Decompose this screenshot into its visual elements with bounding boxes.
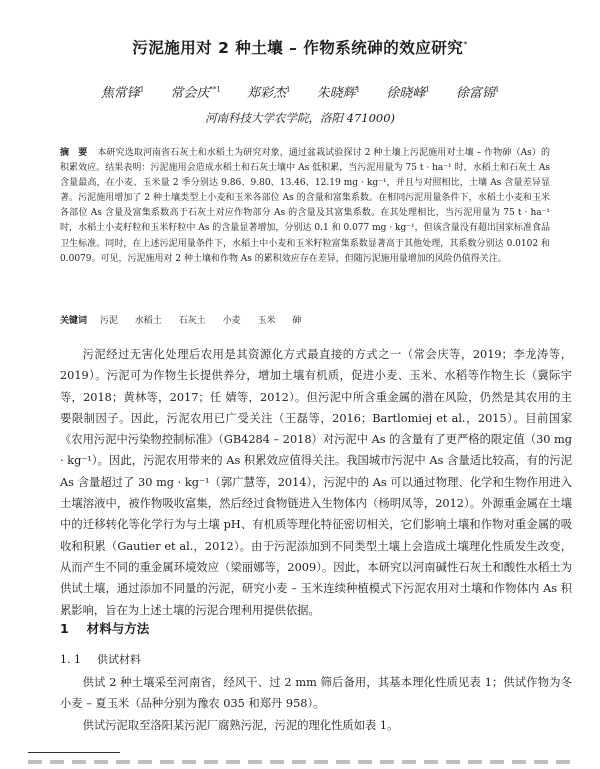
author: 郑彩杰$^1$	[246, 85, 291, 101]
author: 焦常锋$^1$	[100, 85, 145, 101]
subsection-title: 供试材料	[97, 653, 141, 666]
methods-text	[60, 672, 572, 736]
keywords	[60, 314, 550, 329]
abstract	[60, 146, 550, 267]
abstract-label: 摘 要	[60, 148, 88, 158]
keyword: 水稻土	[134, 316, 162, 326]
author: 徐晓峰$^1$	[386, 85, 430, 101]
footnote-cut-text	[28, 760, 572, 764]
paper-title	[0, 36, 600, 58]
author: 朱晓辉$^1$	[316, 85, 361, 101]
methods-paragraph: 供试污泥取至洛阳某污泥厂腐熟污泥，污泥的理化性质如表 1。	[82, 718, 399, 732]
affiliation: 河南科技大学农学院，洛阳 471000)	[204, 111, 396, 125]
section-heading	[60, 619, 149, 637]
keyword: 石灰土	[178, 316, 206, 326]
subsection-heading	[60, 651, 141, 667]
methods-paragraph: 供试 2 种土壤采至河南省，经风干、过 2 mm 筛后备用，其基本理化性质见表 1；供试作物为冬小麦 – 夏玉米（品种分别为豫农 035 和郑丹 958）。	[60, 676, 572, 711]
title-text: 污泥施用对 2 种土壤 – 作物系统砷的效应研究	[132, 39, 464, 57]
section-title: 材料与方法	[86, 621, 150, 636]
subsection-number: 1. 1	[60, 653, 81, 666]
footnote-rule	[28, 752, 120, 753]
author: 徐富锦$^1$	[455, 85, 500, 101]
abstract-text: 本研究选取河南省石灰土和水稻土为研究对象，通过盆栽试验探讨 2 种土壤上污泥施用对土壤 – 作物砷（As）的积累效应。结果表明：污泥施用会造成水稻土和石灰土壤中 As 低积累，当污泥用量为 75 t · ha⁻¹ 时，水稻土和石灰土 As 含量最高，在小麦、玉米量 2 季分别达 9.86、9.80、13.46、12.19 mg · kg⁻¹，并且与对照相比，土壤 As 含量差异显著。污泥施用增加了 2 种土壤类型上小麦和玉米各部位 As 的含量和富集系数。在相同污泥用量条件下，水稻土小麦和玉米各部位 As 含量及富集系数高于石灰土对应作物部分 As 的含量及其富集系数。在其处理相比，当污泥用量为 75 t · ha⁻¹ 时，水稻土小麦籽粒和玉米籽粒中 As 的含量显著增加，分别达 0.1 和 0.077 mg · kg⁻¹，但该含量没有超出国家标准食品卫生标准。同时，在上述污泥用量条件下，水稻土中小麦和玉米籽粒富集系数显著高于其他处理，其系数分别达 0.0102 和 0.0079。可见，污泥施用对 2 种土壤和作物 As 的累积效应存在差异，但随污泥施用量增加的风险仍值得关注。	[60, 148, 550, 264]
keyword: 砷	[292, 316, 302, 326]
keywords-label: 关键词	[60, 316, 88, 326]
section-number: 1	[60, 621, 69, 636]
intro-paragraph: 污泥经过无害化处理后农用是其资源化方式最直接的方式之一（常会庆等，2019；李龙涛等，2019）。污泥可为作物生长提供养分，增加土壤有机质，促进小麦、玉米、水稻等作物生长（冀际宇等，2018；黄林等，2017；任 婧等，2012）。但污泥中所含重金属的潜在风险，仍然是其农用的主要限制因子。因此，污泥农用已广受关注（王磊等，2016；Bartlomiej et al.，2015）。目前国家《农用污泥中污染物控制标准》（GB4284 – 2018）对污泥中 As 的含量有了更严格的限定值（30 mg · kg⁻¹）。因此，污泥农用带来的 As 积累效应值得关注。我国城市污泥中 As 含量适比较高，有的污泥 As 含量超过了 30 mg · kg⁻¹（郭广慧等，2014），污泥中的 As 可以通过物理、化学和生物作用进入土壤溶液中，被作物吸收富集，然后经过食物链进入生物体内（杨明凤等，2012）。外源重金属在土壤中的迁移转化等化学行为与土壤 pH、有机质等理化特征密切相关，它们影响土壤和作物对重金属的吸收和积累（Gautier et al.，2012）。由于污泥添加到不同类型土壤上会造成土壤理化性质发生改变，从而产生不同的重金属环境效应（梁丽娜等，2009）。因此，本研究以河南碱性石灰土和酸性水稻土为供试土壤，通过添加不同量的污泥，研究小麦 – 玉米连续种植模式下污泥农用对土壤和作物体内 As 积累影响，旨在为上述土壤的污泥合理利用提供依据。	[60, 348, 572, 617]
keyword: 小麦	[222, 316, 241, 326]
keyword: 污泥	[99, 316, 118, 326]
author-list	[0, 82, 600, 101]
title-footnote-mark: *	[463, 39, 468, 49]
introduction	[60, 344, 572, 621]
keyword: 玉米	[257, 316, 276, 326]
author: 常会庆$^{**1}$	[170, 85, 221, 101]
